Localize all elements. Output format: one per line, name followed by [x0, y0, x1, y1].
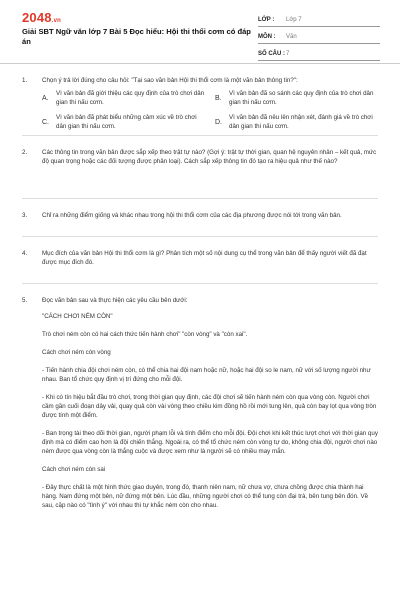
question-text: Đọc văn bản sau và thực hiện các yêu cầu bên dưới: — [42, 297, 188, 304]
option-letter: B. — [215, 94, 222, 102]
passage-paragraph: - Đây thực chất là một hình thức giao duyên, trong đó, thanh niên nam, nữ chưa vợ, chưa chồng được chia thành hai hàng. Nam đứng một bên, nữ đứng một bên. Lúc đầu, những người chơi có thể tung còn đại trà, bên tung bên đón. Về sau, cặp nào có "tình ý" với nhau thì tự khắc ném còn cho nhau. — [42, 484, 369, 509]
question-list — [22, 76, 378, 510]
option-text: Vì văn bản đã nêu lên nhận xét, đánh giá về trò chơi dân gian thi nấu cơm. — [229, 114, 373, 130]
page-title: Giải SBT Ngữ văn lớp 7 Bài 5 Đọc hiểu: Hội thi thổi cơm có đáp án — [22, 27, 251, 46]
question-divider — [22, 198, 378, 199]
question-divider — [22, 135, 378, 136]
option-letter: D. — [215, 118, 222, 126]
answer-option-b[interactable] — [215, 89, 378, 107]
question-number: 3. — [22, 212, 28, 219]
option-text: Vì văn bản đã so sánh các quy định của trò chơi dân gian thi nấu cơm. — [229, 90, 374, 106]
question-text: Chọn ý trả lời đúng cho câu hỏi: "Tại sao văn bản Hội thi thổi cơm là một văn bản thông tin?": — [42, 77, 298, 84]
question-item — [22, 211, 378, 236]
question-item — [22, 249, 378, 283]
question-text: Các thông tin trong văn bản được sắp xếp theo trật tự nào? (Gợi ý: trật tự thời gian, quan hệ nguyên nhân – kết quả, mức độ quan trọng hoặc các đối tượng được phân loại). Cách sắp xếp thông tin đó tạo ra hiệu quả như thế nào? — [42, 149, 377, 165]
meta-row-class — [258, 14, 380, 27]
option-text: Vì văn bản đã giới thiệu các quy định của trò chơi dân gian thi nấu cơm. — [56, 90, 205, 106]
meta-info — [258, 14, 380, 65]
meta-key: LỚP : — [258, 17, 275, 23]
question-number: 2. — [22, 149, 28, 156]
logo-name: 2048 — [22, 10, 52, 25]
site-logo[interactable] — [22, 10, 61, 25]
meta-value: Văn — [286, 34, 297, 40]
question-number: 5. — [22, 297, 28, 304]
passage-subheading: Cách chơi ném còn sai — [42, 466, 106, 473]
answer-option-c[interactable] — [42, 113, 205, 131]
meta-key: MÔN : — [258, 34, 276, 40]
question-item — [22, 148, 378, 198]
passage-title: "CÁCH CHƠI NÉM CÒN" — [42, 313, 113, 320]
meta-value: 7 — [286, 51, 290, 57]
question-item — [22, 76, 378, 135]
question-item — [22, 296, 378, 510]
passage-paragraph: - Tiến hành chia đội chơi ném còn, có thể chia hai đội nam hoặc nữ, hoặc hai đội so le nam, nữ với số lượng người như nhau. Ban tổ chức quy định vị trí đứng cho mỗi đội. — [42, 367, 371, 383]
answer-options — [42, 89, 378, 131]
logo-suffix: .vn — [51, 18, 62, 24]
question-text: Chỉ ra những điểm giống và khác nhau trong hội thi thổi cơm của các địa phương được nói tới trong văn bản. — [42, 212, 342, 219]
question-text: Mục đích của văn bản Hội thi thổi cơm là gì? Phân tích một số nội dung cụ thể trong văn bản để thấy người viết đã đạt được mục đích đó. — [42, 250, 367, 266]
answer-option-a[interactable] — [42, 89, 205, 107]
question-number: 1. — [22, 77, 28, 84]
option-letter: C. — [42, 118, 49, 126]
meta-key: SỐ CÂU : — [258, 51, 285, 57]
meta-row-subject — [258, 31, 380, 44]
answer-option-d[interactable] — [215, 113, 378, 131]
question-number: 4. — [22, 250, 28, 257]
question-divider — [22, 283, 378, 284]
passage-paragraph: - Khi có tín hiệu bắt đầu trò chơi, trong thời gian quy định, các đội chơi sẽ tiến hành ném còn qua vòng còn. Người chơi cầm gần cuối đoạn dây vải, quay quả còn vài vòng theo chiều kim đồng hồ rồi mới tung lên, quả còn bay lọt qua vòng tròn được tính một điểm. — [42, 394, 377, 419]
meta-row-count — [258, 48, 380, 61]
passage-paragraph: Trò chơi ném còn có hai cách thức tiến hành chơi" "còn vòng" và "còn xai". — [42, 331, 248, 338]
option-letter: A. — [42, 94, 49, 102]
header-divider — [0, 63, 400, 64]
passage-paragraph: - Ban trọng tài theo dõi thời gian, người phạm lỗi và tính điểm cho mỗi đội. Đội chơi khi kết thúc lượt chơi với thời gian quy định mà có điểm cao hơn là đội chiến thắng. Ngoài ra, có thể tổ chức ném còn vòng tự do, không chia đội, người chơi nào ném được qua vòng còn là thắng cuộc và được xem như là người sẽ có nhiều may mắn. — [42, 430, 378, 455]
question-divider — [22, 236, 378, 237]
option-text: Vì văn bản đã phát biểu những cảm xúc về trò chơi dân gian thi nấu cơm. — [56, 114, 197, 130]
meta-value: Lớp 7 — [286, 17, 302, 23]
passage-subheading: Cách chơi ném còn vòng — [42, 349, 111, 356]
